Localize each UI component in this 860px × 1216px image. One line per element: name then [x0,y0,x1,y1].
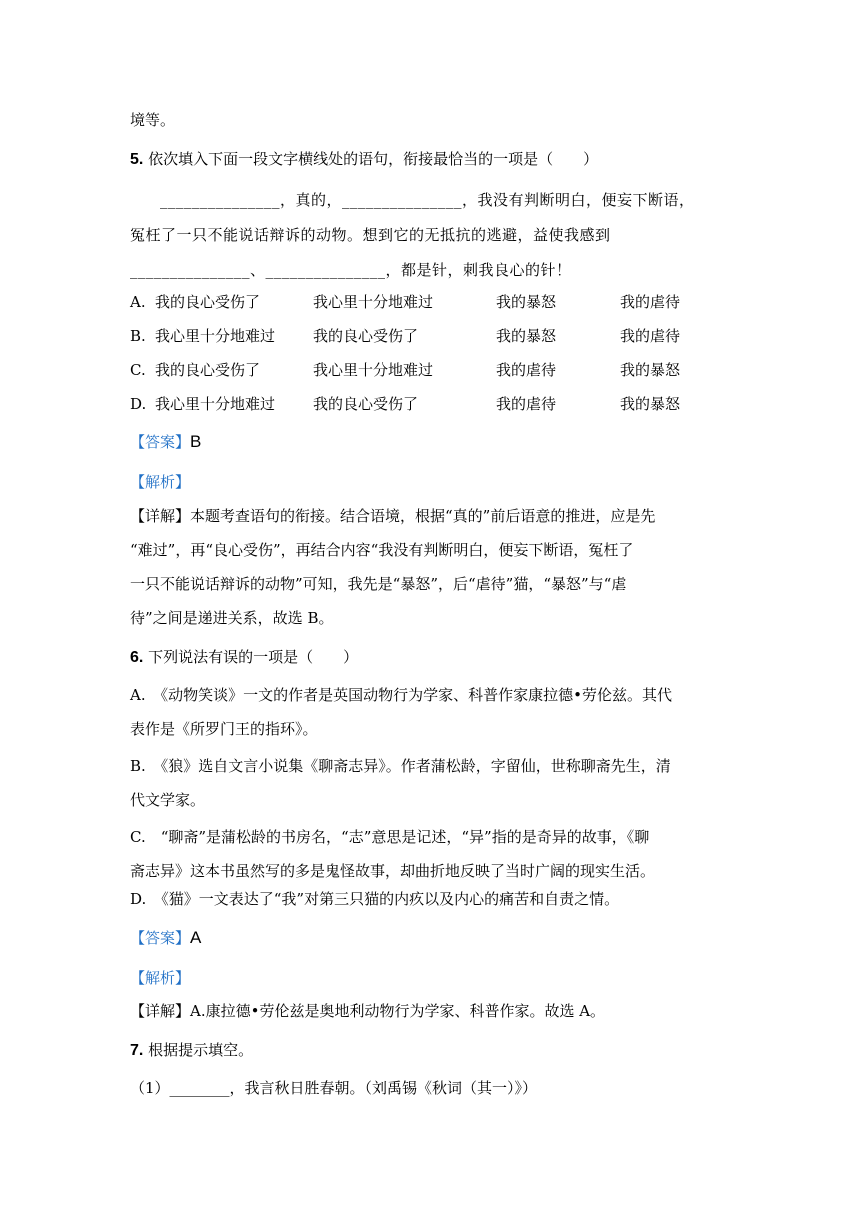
option-cell: 我的暴怒 [496,293,557,311]
passage-line: _______________、_______________，都是针，刺我良心的针！ [130,261,572,279]
option-cell: 我心里十分地难过 [313,293,434,311]
passage-line: 冤枉了一只不能说话辩诉的动物。想到它的无抵抗的逃避，益使我感到 [130,226,611,244]
detail-line: 待”之间是递进关系，故选 B。 [130,609,334,627]
option-label: D. [130,395,147,413]
option-cell: 我的虐待 [620,327,681,345]
option-cell: 我的虐待 [496,395,557,413]
question-number: 5. [130,151,144,168]
question-stem: 依次填入下面一段文字横线处的语句，衔接最恰当的一项是（ ） [148,150,599,168]
fill-item: （1）________，我言秋日胜春朝。（刘禹锡《秋词（其一）》） [130,1079,538,1097]
question-stem: 根据提示填空。 [148,1041,254,1059]
question-stem: 下列说法有误的一项是（ ） [148,648,359,666]
question-6 [130,647,358,668]
option-d-line: D. 《猫》一文表达了“我”对第三只猫的内疚以及内心的痛苦和自责之情。 [130,890,620,908]
answer-value: A [190,928,202,947]
answer-row [130,432,201,452]
option-cell: 我的良心受伤了 [155,361,261,379]
question-7 [130,1040,253,1061]
option-b-line: 代文学家。 [130,791,206,809]
option-cell: 我的良心受伤了 [313,327,419,345]
detail-line: 【详解】A.康拉德•劳伦兹是奥地利动物行为学家、科普作家。故选 A。 [130,1002,606,1020]
answer-row [130,928,201,948]
option-cell: 我的虐待 [496,361,557,379]
analysis-tag: 【解析】 [130,473,191,491]
detail-line: “难过”，再“良心受伤”，再结合内容“我没有判断明白，便妄下断语，冤枉了 [130,541,634,559]
answer-tag: 【答案】 [130,929,191,947]
option-label: C. [130,361,146,379]
answer-tag: 【答案】 [130,433,191,451]
analysis-tag: 【解析】 [130,969,191,987]
option-label: A. [130,293,146,311]
option-cell: 我心里十分地难过 [155,327,276,345]
option-c-line: 斋志异》这本书虽然写的多是鬼怪故事，却曲折地反映了当时广阔的现实生活。 [130,862,656,880]
option-cell: 我的虐待 [620,293,681,311]
option-cell: 我的暴怒 [620,395,681,413]
question-number: 7. [130,1042,144,1059]
detail-line: 一只不能说话辩诉的动物”可知，我先是“暴怒”，后“虐待”猫，“暴怒”与“虐 [130,575,627,593]
option-cell: 我心里十分地难过 [155,395,276,413]
option-label: B. [130,327,146,345]
option-cell: 我的良心受伤了 [313,395,419,413]
answer-value: B [190,432,202,451]
option-c-line: C. “聊斋”是蒲松龄的书房名，“志”意思是记述，“异”指的是奇异的故事，《聊 [130,828,650,846]
option-cell: 我的暴怒 [496,327,557,345]
detail-line: 【详解】本题考查语句的衔接。结合语境，根据“真的”前后语意的推进，应是先 [130,507,656,525]
question-5 [130,149,598,170]
option-a-line: 表作是《所罗门王的指环》。 [130,720,318,738]
option-b-line: B. 《狼》选自文言小说集《聊斋志异》。作者蒲松龄，字留仙，世称聊斋先生，清 [130,757,671,775]
option-cell: 我心里十分地难过 [313,361,434,379]
option-cell: 我的暴怒 [620,361,681,379]
option-cell: 我的良心受伤了 [155,293,261,311]
option-a-line: A. 《动物笑谈》一文的作者是英国动物行为学家、科普作家康拉德•劳伦兹。其代 [130,686,672,704]
question-number: 6. [130,649,144,666]
passage-line: _______________，真的，_______________，我没有判断明白，便妄下断语， [160,191,695,209]
top-text: 境等。 [130,111,176,129]
